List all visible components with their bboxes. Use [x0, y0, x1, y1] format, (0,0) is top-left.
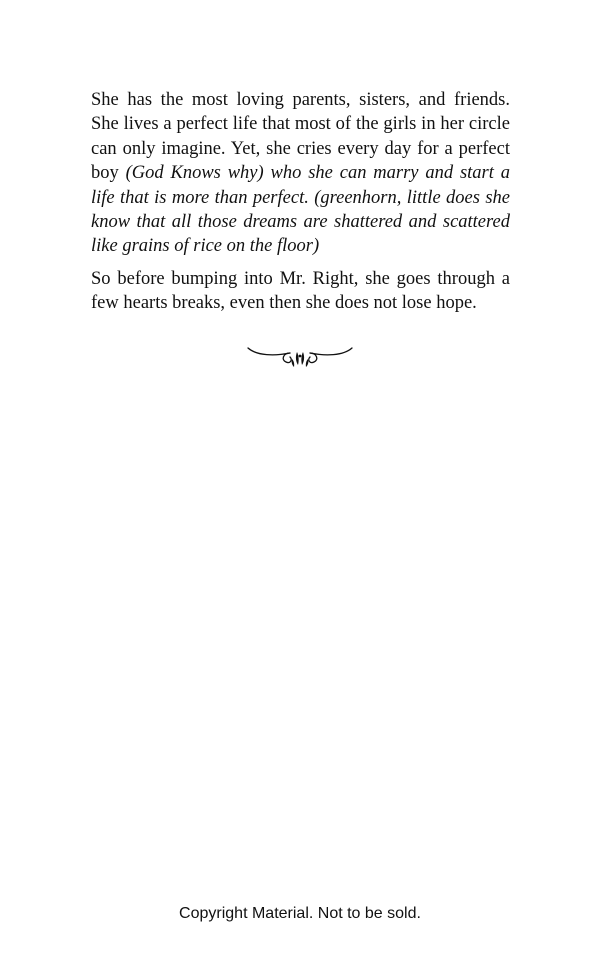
paragraph-2: So before bumping into Mr. Right, she goes through a few hearts breaks, even then she does not lose hope.	[91, 268, 510, 314]
paragraph-1	[91, 88, 510, 259]
copyright-notice: Copyright Material. Not to be sold.	[179, 905, 421, 922]
paragraph-1-italic: (God Knows why) who she can marry and start a life that is more than perfect. (greenhorn, little does she know that all those dreams are shattered and scattered like grains of rice on the floor)	[91, 163, 510, 257]
body-text	[91, 88, 510, 324]
fleuron-divider-icon	[245, 338, 355, 372]
paragraph-1-regular: She has the most loving parents, sisters, and friends. She lives a perfect life that most of the girls in her circle can only imagine. Yet, she cries every day for a perfect boy	[91, 90, 510, 184]
